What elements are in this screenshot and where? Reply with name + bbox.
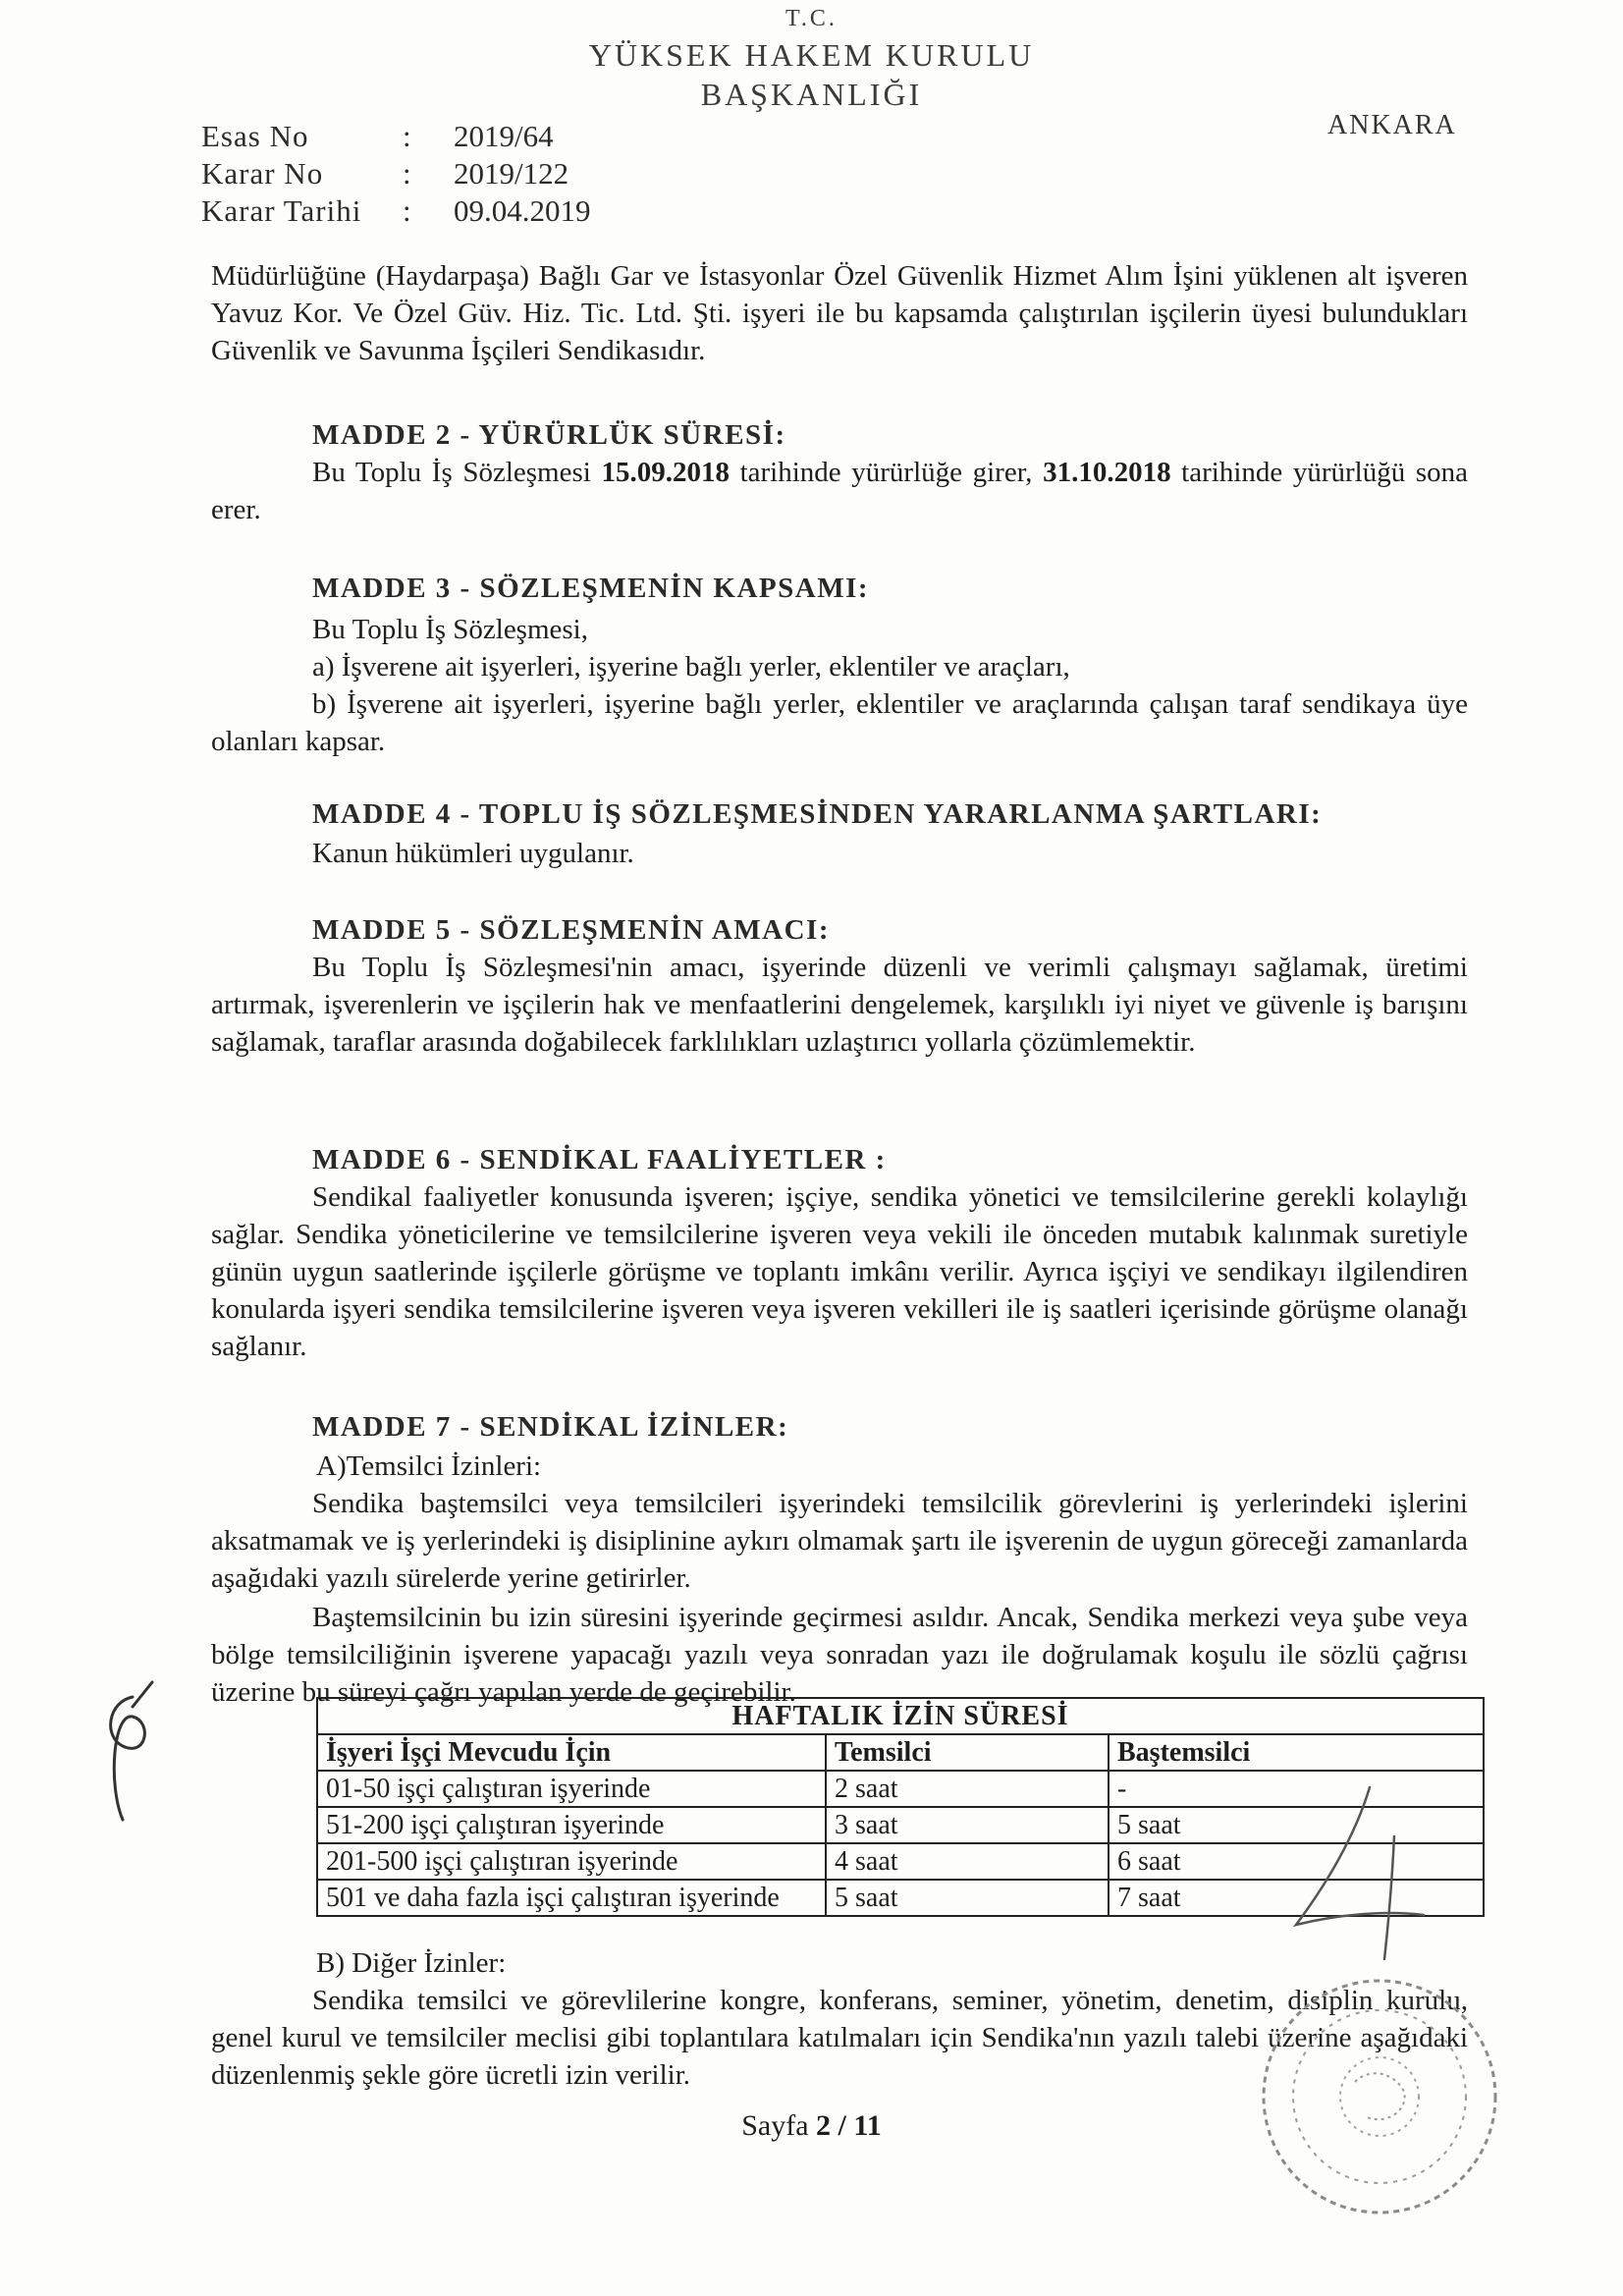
page-number: Sayfa 2 / 11 (741, 2109, 882, 2142)
table-caption: HAFTALIK İZİN SÜRESİ (317, 1698, 1484, 1734)
madde-6-text: Sendikal faaliyetler konusunda işveren; işçiye, sendika yönetici ve temsilcilerine gerekli kolaylığı sağlar. Sendika yöneticilerine ve temsilcilerine işveren veya vekili ile önceden mutabık kalınmak suretiyle günün uygun saatlerinde işçilerle görüşme ve toplantı imkânı verilir. Ayrıca işçiyi ve sendikayı ilgilendiren konularda işyeri sendika temsilcilerine işveren veya işveren vekilleri ile iş saatleri içerisinde görüşme olanağı sağlanır. (211, 1181, 1468, 1362)
madde-5-heading: MADDE 5 - SÖZLEŞMENİN AMACI: (312, 914, 830, 946)
madde-3-intro: Bu Toplu İş Sözleşmesi, (312, 614, 588, 645)
meta-row-tarih: Karar Tarihi : 09.04.2019 (201, 193, 591, 228)
madde-7-text-1: Sendika baştemsilci veya temsilcileri işyerindeki temsilcilik görevlerini iş yerlerindeki işlerini aksatmamak ve iş yerlerindeki iş disiplinine aykırı olmamak şartı ile işverenin de uygun göreceği zamanlarda aşağıdaki yazılı sürelerde yerine getirirler. (211, 1488, 1468, 1594)
start-date: 15.09.2018 (601, 457, 730, 488)
header-presidency: BAŞKANLIĞI (700, 77, 923, 112)
madde-4-heading: MADDE 4 - TOPLU İŞ SÖZLEŞMESİNDEN YARARLANMA ŞARTLARI: (312, 798, 1323, 830)
header-tc: T.C. (785, 6, 838, 31)
table-cell: 6 saat (1109, 1843, 1484, 1880)
header-institution: YÜKSEK HAKEM KURULU (588, 37, 1035, 73)
table-cell: - (1109, 1771, 1484, 1807)
table-cell: 3 saat (826, 1807, 1109, 1843)
madde-7-text-2: Baştemsilcinin bu izin süresini işyerinde geçirmesi asıldır. Ancak, Sendika merkezi veya şube veya bölge temsilciliğinin işverene yapacağı yazılı veya sonradan yazı ile doğrulamak koşulu ile sözlü çağrısı üzerine bu süreyi çağrı yapılan yerde de geçirebilir. (211, 1602, 1468, 1708)
madde-7-sub-a: A)Temsilci İzinleri: (316, 1450, 542, 1482)
intro-paragraph: Müdürlüğüne (Haydarpaşa) Bağlı Gar ve İstasyonlar Özel Güvenlik Hizmet Alım İşini yüklenen alt işveren Yavuz Kor. Ve Özel Güv. Hiz. Tic. Ltd. Şti. işyeri ile bu kapsamda çalıştırılan işçilerin üyesi bulundukları Güvenlik ve Savunma İşçileri Sendikasıdır. (211, 260, 1468, 366)
table-cell: 51-200 işçi çalıştıran işyerinde (317, 1807, 826, 1843)
table-header: İşyeri İşçi Mevcudu İçin (317, 1734, 826, 1771)
madde-2-text: Bu Toplu İş Sözleşmesi 15.09.2018 tarihinde yürürlüğe girer, 31.10.2018 tarihinde yürürlüğü sona erer. (211, 457, 1468, 525)
madde-7-text-3: Sendika temsilci ve görevlilerine kongre, konferans, seminer, yönetim, denetim, disiplin kurulu, genel kurul ve temsilciler meclisi gibi toplantılara katılmaları için Sendika'nın yazılı talebi üzerine aşağıdaki düzenlenmiş şekle göre ücretli izin verilir. (211, 1985, 1468, 2091)
madde-7-sub-b: B) Diğer İzinler: (316, 1947, 507, 1979)
madde-5-text: Bu Toplu İş Sözleşmesi'nin amacı, işyerinde düzenli ve verimli çalışmayı sağlamak, üretimi artırmak, işverenlerin ve işçilerin hak ve menfaatlerini dengelemek, karşılıklı iyi niyet ve güvenle iş barışını sağlamak, taraflar arasında doğabilecek farklılıkları uzlaştırıcı yollarla çözümlemektir. (211, 952, 1468, 1058)
end-date: 31.10.2018 (1043, 457, 1171, 488)
madde-6-heading: MADDE 6 - SENDİKAL FAALİYETLER : (312, 1144, 887, 1175)
table-cell: 01-50 işçi çalıştıran işyerinde (317, 1771, 826, 1807)
madde-7-heading: MADDE 7 - SENDİKAL İZİNLER: (312, 1411, 789, 1443)
meta-row-karar: Karar No : 2019/122 (201, 156, 569, 191)
table-cell: 501 ve daha fazla işçi çalıştıran işyerinde (317, 1880, 826, 1916)
madde-4-text: Kanun hükümleri uygulanır. (312, 838, 634, 869)
table-cell: 7 saat (1109, 1880, 1484, 1916)
handwritten-initial-icon (93, 1677, 182, 1834)
madde-3-heading: MADDE 3 - SÖZLEŞMENİN KAPSAMI: (312, 573, 870, 604)
madde-2-heading: MADDE 2 - YÜRÜRLÜK SÜRESİ: (312, 419, 786, 451)
table-cell: 5 saat (826, 1880, 1109, 1916)
table-cell: 201-500 işçi çalıştıran işyerinde (317, 1843, 826, 1880)
meta-row-esas: Esas No : 2019/64 (201, 119, 554, 153)
madde-3-item-a: a) İşverene ait işyerleri, işyerine bağlı yerler, eklentiler ve araçları, (312, 651, 1070, 683)
header-city: ANKARA (1327, 110, 1457, 140)
signature-icon (1276, 1777, 1473, 1964)
table-header-row (317, 1734, 1484, 1771)
table-cell: 2 saat (826, 1771, 1109, 1807)
table-cell: 5 saat (1109, 1807, 1484, 1843)
table-header: Temsilci (826, 1734, 1109, 1771)
case-metadata (201, 118, 591, 230)
madde-3-item-b: b) İşverene ait işyerleri, işyerine bağlı yerler, eklentiler ve araçlarında çalışan taraf sendikaya üye olanları kapsar. (211, 688, 1468, 757)
official-stamp-icon (1247, 1964, 1512, 2229)
table-header: Baştemsilci (1109, 1734, 1484, 1771)
table-cell: 4 saat (826, 1843, 1109, 1880)
